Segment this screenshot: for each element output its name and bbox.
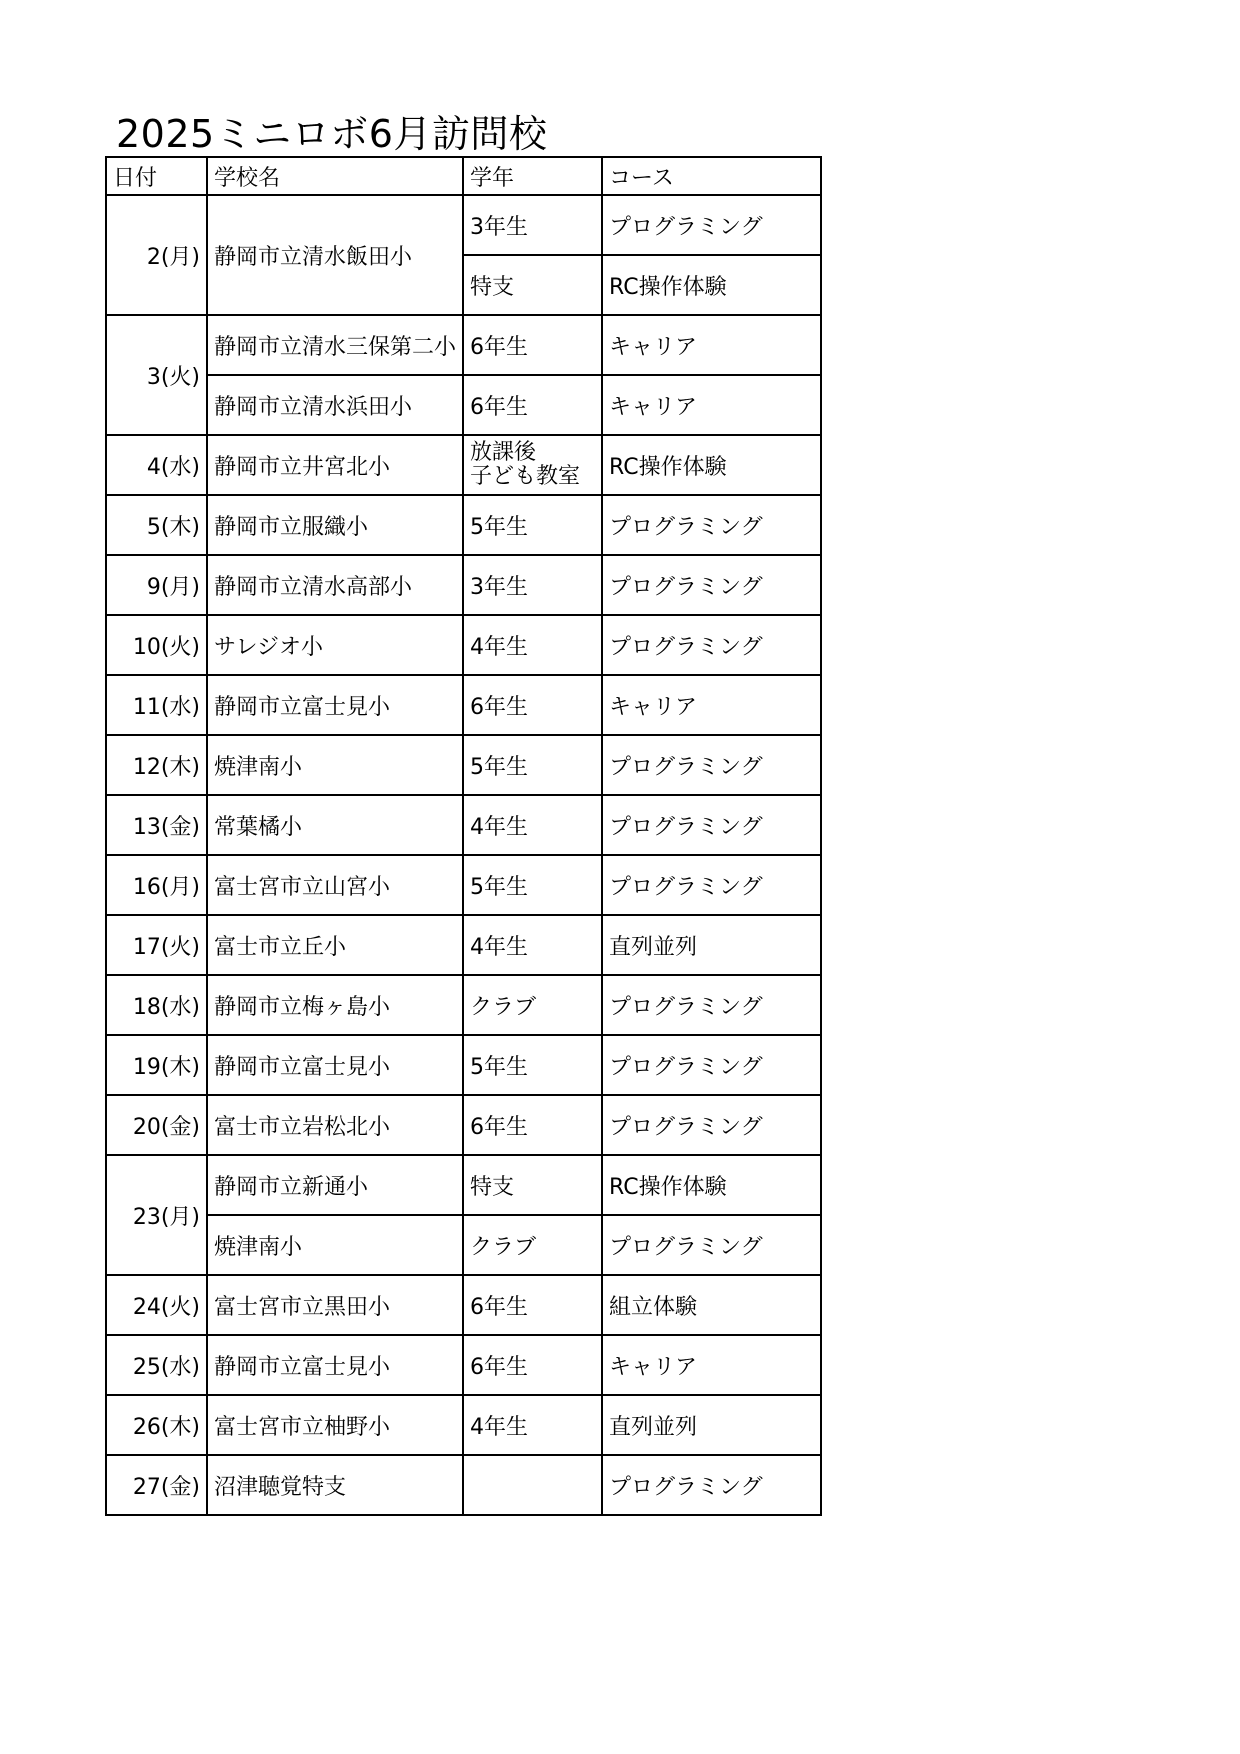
school-cell: 焼津南小 xyxy=(207,735,463,795)
course-cell: プログラミング xyxy=(602,495,821,555)
table-row xyxy=(106,375,821,435)
table-row xyxy=(106,1395,821,1455)
school-cell: 沼津聴覚特支 xyxy=(207,1455,463,1515)
school-cell: 富士市立岩松北小 xyxy=(207,1095,463,1155)
date-cell: 12(木) xyxy=(106,735,207,795)
schedule-table xyxy=(105,156,822,1516)
course-cell: プログラミング xyxy=(602,855,821,915)
date-cell: 17(火) xyxy=(106,915,207,975)
date-cell: 5(木) xyxy=(106,495,207,555)
grade-cell: 4年生 xyxy=(463,1395,602,1455)
school-cell: 静岡市立富士見小 xyxy=(207,1035,463,1095)
course-cell: プログラミング xyxy=(602,975,821,1035)
course-cell: プログラミング xyxy=(602,1215,821,1275)
table-row xyxy=(106,1095,821,1155)
header-school: 学校名 xyxy=(207,157,463,195)
date-cell: 11(水) xyxy=(106,675,207,735)
course-cell: プログラミング xyxy=(602,1095,821,1155)
date-cell: 13(金) xyxy=(106,795,207,855)
course-cell: RC操作体験 xyxy=(602,255,821,315)
school-cell: 静岡市立服織小 xyxy=(207,495,463,555)
school-cell: 静岡市立清水飯田小 xyxy=(207,195,463,315)
page-title: 2025ミニロボ6月訪問校 xyxy=(116,112,548,156)
school-cell: 富士宮市立柚野小 xyxy=(207,1395,463,1455)
course-cell: プログラミング xyxy=(602,615,821,675)
course-cell: プログラミング xyxy=(602,1035,821,1095)
table-row xyxy=(106,195,821,255)
school-cell: 焼津南小 xyxy=(207,1215,463,1275)
school-cell: 静岡市立富士見小 xyxy=(207,675,463,735)
grade-cell: 3年生 xyxy=(463,195,602,255)
table-row xyxy=(106,555,821,615)
grade-cell: 5年生 xyxy=(463,495,602,555)
course-cell: RC操作体験 xyxy=(602,1155,821,1215)
grade-line: 放課後 子ども教室 xyxy=(470,440,581,489)
table-row xyxy=(106,915,821,975)
grade-cell: 6年生 xyxy=(463,315,602,375)
grade-cell: クラブ xyxy=(463,975,602,1035)
course-cell: プログラミング xyxy=(602,735,821,795)
school-cell: 富士宮市立山宮小 xyxy=(207,855,463,915)
course-cell: 組立体験 xyxy=(602,1275,821,1335)
school-cell: 富士市立丘小 xyxy=(207,915,463,975)
table-row xyxy=(106,975,821,1035)
grade-cell: 4年生 xyxy=(463,795,602,855)
table-row xyxy=(106,435,821,495)
course-cell: 直列並列 xyxy=(602,915,821,975)
table-row xyxy=(106,795,821,855)
date-cell: 2(月) xyxy=(106,195,207,315)
school-cell: サレジオ小 xyxy=(207,615,463,675)
course-cell: 直列並列 xyxy=(602,1395,821,1455)
grade-cell: 6年生 xyxy=(463,375,602,435)
table-row xyxy=(106,735,821,795)
table-row xyxy=(106,1455,821,1515)
date-cell: 25(水) xyxy=(106,1335,207,1395)
header-row xyxy=(106,157,821,195)
grade-cell: 4年生 xyxy=(463,915,602,975)
table-row xyxy=(106,615,821,675)
grade-cell: 5年生 xyxy=(463,855,602,915)
course-cell: プログラミング xyxy=(602,195,821,255)
grade-cell: 特支 xyxy=(463,255,602,315)
grade-cell: 4年生 xyxy=(463,615,602,675)
school-cell: 常葉橘小 xyxy=(207,795,463,855)
school-cell: 静岡市立清水高部小 xyxy=(207,555,463,615)
course-cell: RC操作体験 xyxy=(602,435,821,495)
date-cell: 18(水) xyxy=(106,975,207,1035)
school-cell: 静岡市立清水浜田小 xyxy=(207,375,463,435)
table-row xyxy=(106,1275,821,1335)
school-cell: 静岡市立清水三保第二小 xyxy=(207,315,463,375)
school-cell: 静岡市立新通小 xyxy=(207,1155,463,1215)
grade-cell: 6年生 xyxy=(463,1335,602,1395)
course-cell: キャリア xyxy=(602,375,821,435)
date-cell: 20(金) xyxy=(106,1095,207,1155)
grade-cell xyxy=(463,1455,602,1515)
school-cell: 静岡市立富士見小 xyxy=(207,1335,463,1395)
school-cell: 富士宮市立黒田小 xyxy=(207,1275,463,1335)
school-cell: 静岡市立井宮北小 xyxy=(207,435,463,495)
date-cell: 23(月) xyxy=(106,1155,207,1275)
course-cell: プログラミング xyxy=(602,555,821,615)
date-cell: 16(月) xyxy=(106,855,207,915)
table-row xyxy=(106,315,821,375)
course-cell: キャリア xyxy=(602,1335,821,1395)
header-grade: 学年 xyxy=(463,157,602,195)
grade-cell: 6年生 xyxy=(463,1095,602,1155)
grade-cell: 6年生 xyxy=(463,675,602,735)
table-row xyxy=(106,675,821,735)
date-cell: 26(木) xyxy=(106,1395,207,1455)
header-course: コース xyxy=(602,157,821,195)
date-cell: 24(火) xyxy=(106,1275,207,1335)
date-cell: 3(火) xyxy=(106,315,207,435)
date-cell: 19(木) xyxy=(106,1035,207,1095)
grade-cell: 3年生 xyxy=(463,555,602,615)
course-cell: キャリア xyxy=(602,315,821,375)
date-cell: 10(火) xyxy=(106,615,207,675)
grade-cell: クラブ xyxy=(463,1215,602,1275)
table-row xyxy=(106,855,821,915)
school-cell: 静岡市立梅ヶ島小 xyxy=(207,975,463,1035)
grade-cell: 特支 xyxy=(463,1155,602,1215)
header-date: 日付 xyxy=(106,157,207,195)
table-row xyxy=(106,1335,821,1395)
grade-cell xyxy=(463,435,602,495)
date-cell: 9(月) xyxy=(106,555,207,615)
course-cell: キャリア xyxy=(602,675,821,735)
grade-cell: 6年生 xyxy=(463,1275,602,1335)
table-row xyxy=(106,1035,821,1095)
grade-cell: 5年生 xyxy=(463,1035,602,1095)
table-row xyxy=(106,495,821,555)
date-cell: 27(金) xyxy=(106,1455,207,1515)
course-cell: プログラミング xyxy=(602,795,821,855)
table-row xyxy=(106,1155,821,1215)
course-cell: プログラミング xyxy=(602,1455,821,1515)
table-row xyxy=(106,1215,821,1275)
grade-cell: 5年生 xyxy=(463,735,602,795)
date-cell: 4(水) xyxy=(106,435,207,495)
